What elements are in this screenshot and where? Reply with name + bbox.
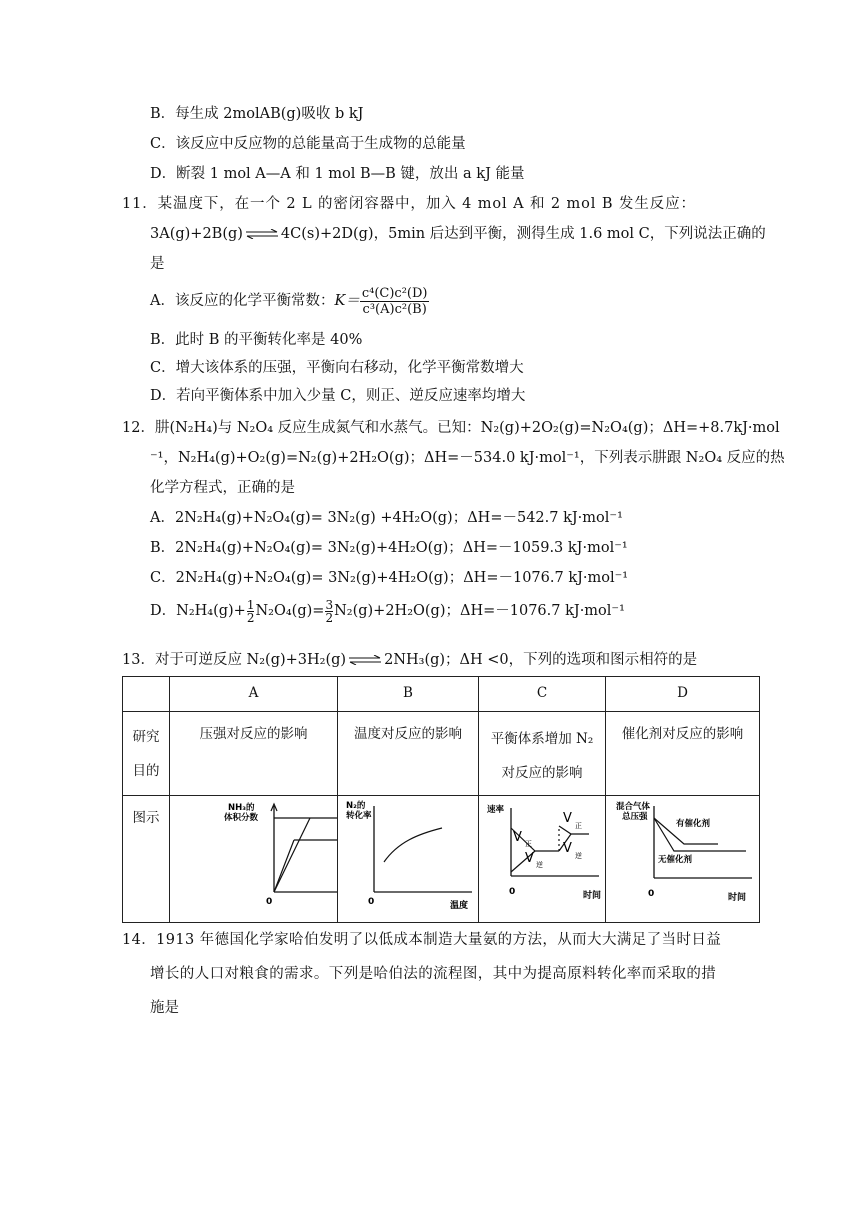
table-row-graph (123, 796, 760, 923)
graph-c-origin: 0 (509, 887, 516, 897)
fraction-denominator: c³(A)c²(B) (362, 301, 427, 317)
graph-c-vrev-sub-2: 逆 (575, 852, 582, 860)
row-label-line2: 目的 (132, 763, 160, 779)
q12-stem-line2: ⁻¹，N₂H₄(g)+O₂(g)=N₂(g)+2H₂O(g)；ΔH=－534.0 kJ·mol⁻¹，下列表示肼跟 N₂O₄ 反应的热 (150, 450, 785, 466)
q11-option-a-label: A．该反应的化学平衡常数： (150, 293, 335, 309)
row-label-graph-text: 图示 (132, 810, 160, 826)
graph-a-ylabel-1: NH₃的 (228, 803, 255, 813)
purpose-a (170, 712, 338, 796)
purpose-d (606, 712, 760, 796)
table-header-c (479, 677, 606, 712)
graph-d-cell (606, 796, 760, 923)
graph-a-ylabel-2: 体积分数 (224, 813, 259, 823)
graph-c-vrev-label-2: V (563, 841, 572, 856)
graph-a-p2-rise (274, 818, 310, 892)
graph-b-ylabel-1: N₂的 (346, 801, 366, 811)
header-d-label: D (677, 685, 688, 701)
table-row-purpose (123, 712, 760, 796)
header-a-label: A (248, 685, 259, 701)
row-label-line1: 研究 (132, 729, 160, 745)
q12-option-d-end: N₂(g)+2H₂O(g)；ΔH=－1076.7 kJ·mol⁻¹ (334, 603, 625, 619)
graph-b-cell (338, 796, 479, 923)
row-label-purpose (123, 712, 170, 796)
q10-option-b: B．每生成 2molAB(g)吸收 b kJ (150, 106, 364, 122)
graph-d-xlabel: 时间 (728, 893, 747, 903)
header-c-label: C (536, 685, 548, 701)
equilibrium-constant-fraction (360, 286, 430, 317)
q12-option-b: B．2N₂H₄(g)+N₂O₄(g)= 3N₂(g)+4H₂O(g)；ΔH=－1059.3 kJ·mol⁻¹ (150, 540, 628, 556)
q12-stem-line1: 12．肼(N₂H₄)与 N₂O₄ 反应生成氮气和水蒸气。已知：N₂(g)+2O₂(g)=N₂O₄(g)；ΔH=+8.7kJ·mol (122, 420, 780, 436)
graph-c (479, 796, 605, 918)
equilibrium-arrow-icon (245, 229, 279, 239)
q11-option-c: C．增大该体系的压强，平衡向右移动，化学平衡常数增大 (150, 360, 524, 376)
graph-d-ylabel-2: 总压强 (622, 812, 648, 822)
q12-option-a: A．2N₂H₄(g)+N₂O₄(g)= 3N₂(g) +4H₂O(g)；ΔH=－542.7 kJ·mol⁻¹ (150, 510, 623, 526)
q11-stem-line1: 11．某温度下，在一个 2 L 的密闭容器中，加入 4 mol A 和 2 mol B 发生反应： (122, 196, 696, 212)
graph-a-p1-rise (274, 840, 294, 892)
q11-stem-line2 (150, 224, 766, 244)
graph-a-origin: 0 (266, 897, 273, 907)
graph-c-vfwd-label-1: V (513, 830, 522, 845)
table-header-b (338, 677, 479, 712)
q10-option-c: C．该反应中反应物的总能量高于生成物的总能量 (150, 136, 466, 152)
purpose-c-line1: 平衡体系增加 N₂ (490, 731, 594, 747)
q14-stem-line1: 14．1913 年德国化学家哈伯发明了以低成本制造大量氨的方法，从而大大满足了当时日益 (122, 932, 722, 948)
graph-b-origin: 0 (368, 897, 375, 907)
graph-b-xlabel: 温度 (450, 901, 469, 911)
fraction-one-half (247, 599, 255, 624)
q13-stem (122, 650, 697, 670)
graph-d-ylabel-1: 混合气体 (616, 802, 651, 812)
q10-option-d: D．断裂 1 mol A—A 和 1 mol B—B 键，放出 a kJ 能量 (150, 166, 525, 182)
fraction-numerator: c⁴(C)c²(D) (361, 285, 428, 301)
graph-b-ylabel-2: 转化率 (346, 811, 372, 821)
purpose-c-line2: 对反应的影响 (501, 765, 583, 781)
graph-d-cat-label: 有催化剂 (676, 819, 711, 829)
graph-c-vfwd-label-2: V (563, 811, 572, 826)
equilibrium-arrow-icon (348, 655, 382, 665)
q12-option-d-start: D．N₂H₄(g)+ (150, 603, 246, 619)
graph-d-origin: 0 (648, 889, 655, 899)
table-header-d (606, 677, 760, 712)
q12-option-d (150, 596, 625, 626)
graph-a (170, 796, 337, 918)
q14-stem-line3: 施是 (150, 1000, 179, 1016)
purpose-b (338, 712, 479, 796)
q11-option-a (150, 284, 429, 318)
row-label-graph (123, 796, 170, 923)
fraction-numerator: 1 (246, 597, 255, 612)
q11-eq-right: 4C(s)+2D(g)，5min 后达到平衡，测得生成 1.6 mol C，下列说法正确的 (280, 226, 766, 242)
graph-c-vfwd-after (559, 826, 589, 834)
q13-stem-right: 2NH₃(g)；ΔH <0，下列的选项和图示相符的是 (384, 652, 698, 668)
graph-c-vfwd-sub-2: 正 (575, 822, 582, 830)
equilibrium-constant-symbol: K＝ (334, 293, 360, 309)
purpose-b-text: 温度对反应的影响 (354, 726, 462, 742)
q11-option-b: B．此时 B 的平衡转化率是 40% (150, 332, 363, 348)
table-header-a (170, 677, 338, 712)
table-corner-cell (123, 677, 170, 712)
purpose-d-text: 催化剂对反应的影响 (621, 726, 744, 742)
table-header-row (123, 677, 760, 712)
q12-option-d-mid: N₂O₄(g)= (255, 603, 325, 619)
graph-b (338, 796, 478, 918)
graph-d-nocat-label: 无催化剂 (658, 855, 693, 865)
graph-c-ylabel: 速率 (487, 805, 505, 815)
graph-c-cell (479, 796, 606, 923)
graph-d (606, 796, 759, 918)
graph-c-vfwd-sub-1: 正 (525, 840, 532, 848)
graph-c-xlabel: 时间 (583, 891, 602, 901)
graph-c-vrev-sub-1: 逆 (536, 861, 543, 869)
fraction-denominator: 2 (325, 610, 334, 625)
purpose-c (479, 712, 606, 796)
purpose-a-text: 压强对反应的影响 (199, 726, 308, 742)
q12-stem-line3: 化学方程式，正确的是 (150, 480, 295, 496)
q11-option-d: D．若向平衡体系中加入少量 C，则正、逆反应速率均增大 (150, 388, 526, 404)
q13-stem-left: 13．对于可逆反应 N₂(g)+3H₂(g) (122, 652, 347, 668)
q11-eq-left: 3A(g)+2B(g) (150, 226, 243, 242)
graph-a-cell (170, 796, 338, 923)
q12-option-c: C．2N₂H₄(g)+N₂O₄(g)= 3N₂(g)+4H₂O(g)；ΔH=－1076.7 kJ·mol⁻¹ (150, 570, 629, 586)
graph-b-curve (384, 828, 442, 862)
fraction-denominator: 2 (246, 610, 255, 625)
fraction-three-halves (325, 599, 333, 624)
graph-c-vrev-label-1: V (525, 851, 534, 866)
q14-stem-line2: 增长的人口对粮食的需求。下列是哈伯法的流程图，其中为提高原料转化率而采取的措 (150, 966, 717, 982)
q11-stem-line3: 是 (150, 256, 165, 272)
header-b-label: B (403, 685, 413, 701)
q13-table (122, 676, 760, 923)
fraction-numerator: 3 (325, 597, 334, 612)
